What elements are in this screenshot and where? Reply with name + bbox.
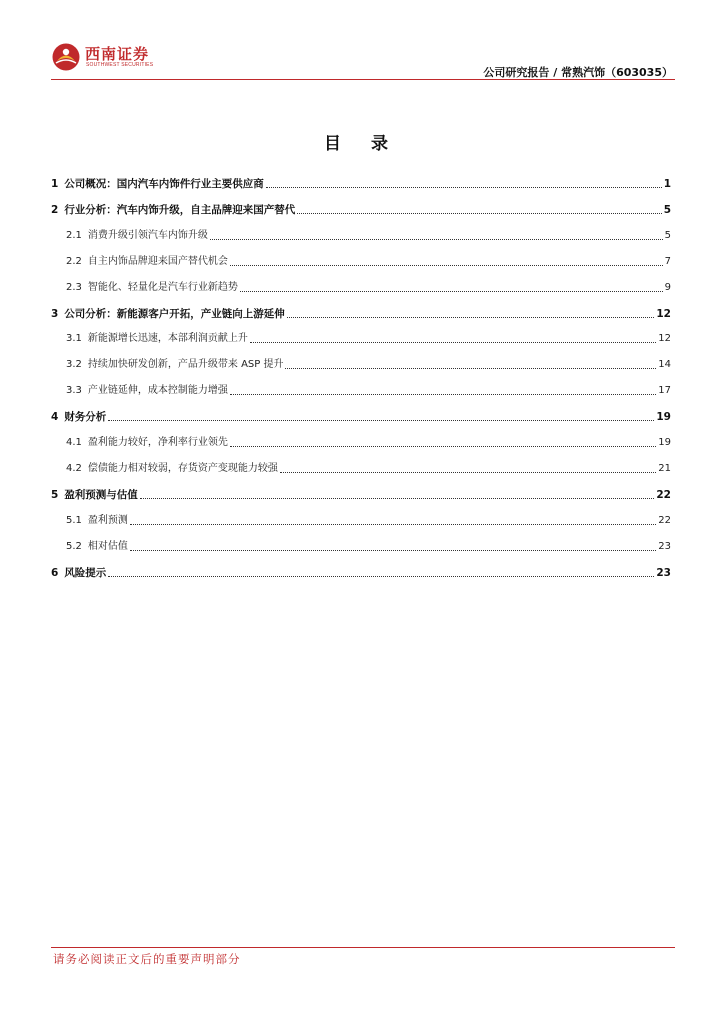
toc-entry-page: 21 bbox=[658, 462, 671, 474]
toc-entry[interactable] bbox=[51, 199, 671, 217]
toc-entry-page: 7 bbox=[664, 255, 671, 267]
logo-english-text: SOUTHWEST SECURITIES bbox=[86, 62, 154, 68]
toc-entry-number: 2.1 bbox=[66, 229, 82, 241]
toc-entry-page: 23 bbox=[658, 540, 671, 552]
toc-entry-page: 12 bbox=[658, 333, 671, 345]
toc-entry-number: 6 bbox=[51, 566, 59, 579]
toc-leader-dots bbox=[240, 291, 663, 292]
toc-entry-label: 新能源增长迅速，本部利润贡献上升 bbox=[87, 333, 248, 345]
toc-heading: 目 录 bbox=[324, 134, 400, 154]
toc-entry-page: 12 bbox=[656, 307, 671, 320]
toc-entry-number: 4.1 bbox=[66, 437, 82, 448]
toc-entry[interactable] bbox=[51, 536, 671, 554]
toc-leader-dots bbox=[285, 368, 656, 369]
toc-entry-number: 2.2 bbox=[66, 255, 82, 267]
toc-leader-dots bbox=[250, 342, 656, 343]
toc-entry-label: 自主内饰品牌迎来国产替代机会 bbox=[87, 255, 228, 267]
toc-entry[interactable] bbox=[51, 406, 671, 424]
toc-entry[interactable] bbox=[51, 354, 671, 372]
toc-entry-number: 3.2 bbox=[66, 359, 82, 371]
company-logo bbox=[51, 42, 201, 76]
toc-leader-dots bbox=[230, 265, 663, 266]
toc-entry-number: 5 bbox=[51, 488, 59, 501]
toc-entry-label: 盈利能力较好，净利率行业领先 bbox=[87, 437, 228, 448]
toc-entry-page: 14 bbox=[658, 359, 671, 371]
toc-leader-dots bbox=[287, 317, 655, 318]
toc-entry-page: 22 bbox=[656, 488, 671, 501]
toc-entry-number: 4 bbox=[51, 411, 59, 424]
toc-entry-number: 4.2 bbox=[66, 462, 82, 474]
toc-entry[interactable] bbox=[51, 432, 671, 450]
toc-entry-page: 23 bbox=[656, 566, 671, 579]
toc-entry-page: 19 bbox=[656, 411, 671, 424]
toc-entry-number: 5.1 bbox=[66, 514, 82, 526]
toc-entry-label: 偿债能力相对较弱，存货资产变现能力较强 bbox=[87, 462, 278, 474]
toc-entry-page: 5 bbox=[664, 229, 671, 241]
toc-entry-number: 3.1 bbox=[66, 333, 82, 345]
toc-entry-label: 风险提示 bbox=[64, 566, 107, 579]
toc-entry[interactable] bbox=[51, 328, 671, 346]
toc-entry[interactable] bbox=[51, 562, 671, 580]
toc-entry-label: 智能化、轻量化是汽车行业新趋势 bbox=[87, 281, 238, 293]
toc-entry-label: 公司分析：新能源客户开拓，产业链向上游延伸 bbox=[64, 307, 285, 320]
toc-leader-dots bbox=[140, 498, 655, 499]
toc-leader-dots bbox=[230, 394, 656, 395]
toc-entry[interactable] bbox=[51, 510, 671, 528]
report-header-title: 公司研究报告 / 常熟汽饰（603035） bbox=[483, 66, 673, 79]
toc-entry[interactable] bbox=[51, 458, 671, 476]
toc-entry-page: 1 bbox=[663, 178, 671, 190]
toc-entry[interactable] bbox=[51, 303, 671, 321]
toc-entry[interactable] bbox=[51, 484, 671, 502]
toc-entry-number: 2 bbox=[51, 203, 59, 216]
toc-entry-label: 行业分析：汽车内饰升级，自主品牌迎来国产替代 bbox=[64, 203, 296, 216]
toc-entry[interactable] bbox=[51, 225, 671, 243]
footer-divider bbox=[51, 947, 675, 948]
toc-entry-label: 相对估值 bbox=[87, 540, 128, 552]
toc-entry-number: 3 bbox=[51, 307, 59, 320]
toc-entry-page: 17 bbox=[658, 385, 671, 397]
toc-entry-label: 产业链延伸，成本控制能力增强 bbox=[87, 385, 228, 397]
toc-leader-dots bbox=[130, 550, 656, 551]
toc-leader-dots bbox=[266, 187, 662, 188]
toc-entry-page: 22 bbox=[658, 514, 671, 526]
toc-entry-number: 2.3 bbox=[66, 281, 82, 293]
toc-leader-dots bbox=[280, 472, 656, 473]
logo-mark-icon bbox=[51, 42, 81, 72]
toc-leader-dots bbox=[108, 576, 654, 577]
toc-leader-dots bbox=[230, 446, 656, 447]
header-divider bbox=[51, 79, 675, 80]
toc-entry-page: 5 bbox=[663, 203, 671, 216]
logo-chinese-text: 西南证券 bbox=[85, 45, 150, 63]
toc-entry-label: 盈利预测与估值 bbox=[64, 488, 138, 501]
toc-entry-page: 9 bbox=[664, 281, 671, 293]
toc-leader-dots bbox=[130, 524, 656, 525]
toc-leader-dots bbox=[210, 239, 663, 240]
page-header bbox=[51, 40, 675, 80]
toc-entry-page: 19 bbox=[658, 437, 671, 448]
toc-entry[interactable] bbox=[51, 380, 671, 398]
footer-disclaimer: 请务必阅读正文后的重要声明部分 bbox=[53, 952, 241, 966]
toc-leader-dots bbox=[108, 420, 654, 421]
toc-entry-number: 5.2 bbox=[66, 540, 82, 552]
toc-entry-label: 财务分析 bbox=[64, 411, 107, 424]
toc-entry-label: 盈利预测 bbox=[87, 514, 128, 526]
toc-entry[interactable] bbox=[51, 277, 671, 295]
toc-entry-label: 公司概况：国内汽车内饰件行业主要供应商 bbox=[64, 178, 264, 190]
toc-entry[interactable] bbox=[51, 251, 671, 269]
toc-entry-number: 1 bbox=[51, 178, 59, 190]
toc-entry[interactable] bbox=[51, 173, 671, 191]
toc-entry-label: 持续加快研发创新，产品升级带来 ASP 提升 bbox=[87, 359, 284, 371]
toc-entry-label: 消费升级引领汽车内饰升级 bbox=[87, 229, 208, 241]
toc-leader-dots bbox=[297, 213, 661, 214]
toc-entry-number: 3.3 bbox=[66, 385, 82, 397]
